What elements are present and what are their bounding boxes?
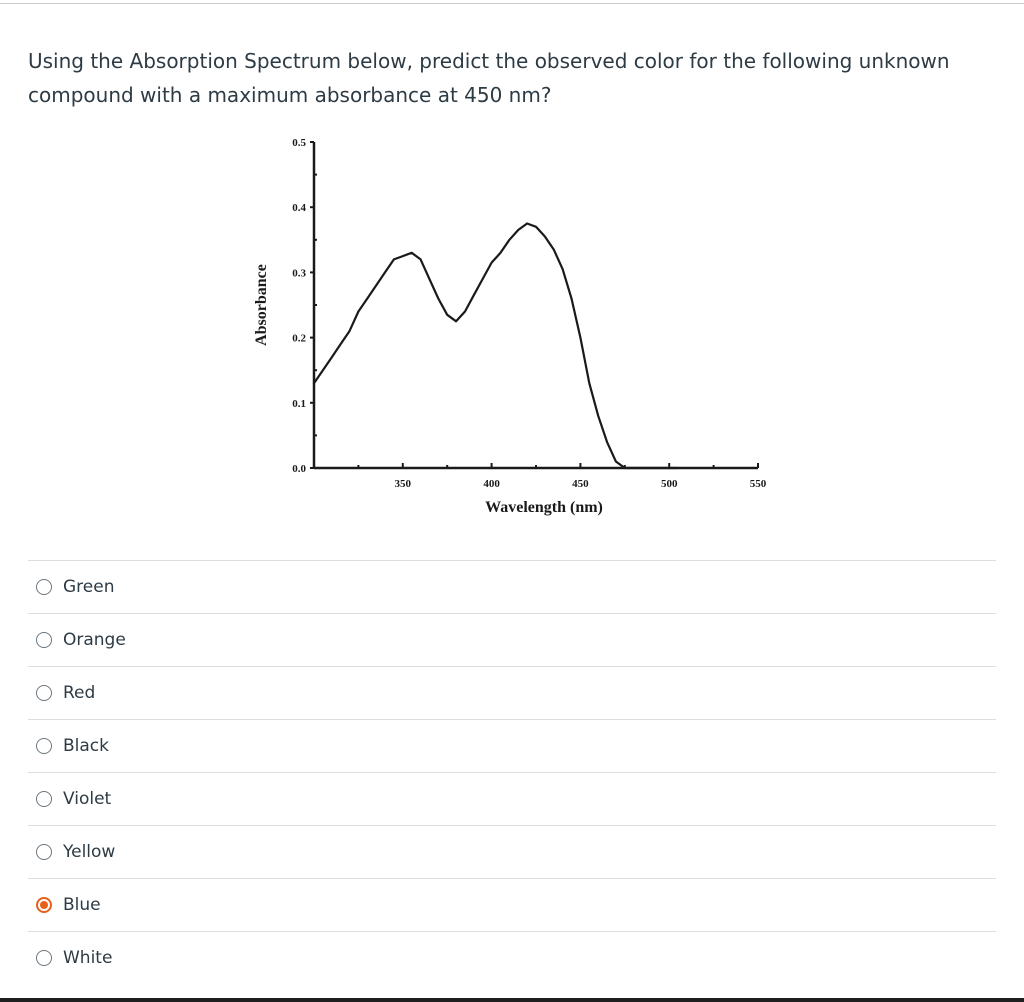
absorbance-series-line — [314, 224, 678, 469]
answer-label: Orange — [63, 630, 126, 650]
radio-unselected-icon[interactable] — [36, 844, 52, 860]
answer-label: Black — [63, 736, 109, 756]
x-tick-label: 500 — [660, 478, 678, 490]
x-tick-label: 400 — [483, 478, 500, 490]
y-axis-title: Absorbance — [253, 264, 270, 346]
y-tick-label: 0.1 — [292, 397, 306, 410]
radio-unselected-icon[interactable] — [36, 632, 52, 648]
top-divider — [0, 3, 1024, 4]
y-tick-label: 0.2 — [292, 332, 306, 345]
bottom-divider — [0, 998, 1024, 1002]
answer-option-red[interactable] — [28, 666, 996, 719]
radio-unselected-icon[interactable] — [36, 950, 52, 966]
answer-option-yellow[interactable] — [28, 825, 996, 878]
answer-option-black[interactable] — [28, 719, 996, 772]
chart-svg — [240, 126, 800, 526]
chart-marks — [314, 224, 678, 469]
answer-label: Green — [63, 577, 115, 597]
radio-unselected-icon[interactable] — [36, 685, 52, 701]
radio-unselected-icon[interactable] — [36, 738, 52, 754]
answer-label: Blue — [63, 895, 101, 915]
x-tick-label: 550 — [749, 478, 767, 490]
answer-label: Red — [63, 683, 96, 703]
answer-option-white[interactable] — [28, 931, 996, 984]
answer-label: Yellow — [63, 842, 116, 862]
y-tick-label: 0.4 — [292, 202, 306, 215]
radio-unselected-icon[interactable] — [36, 791, 52, 807]
y-tick-label: 0.0 — [292, 463, 306, 475]
answer-option-orange[interactable] — [28, 613, 996, 666]
answer-list — [28, 560, 996, 984]
x-axis-title: Wavelength (nm) — [485, 499, 603, 516]
answer-label: White — [63, 948, 113, 968]
answer-option-green[interactable] — [28, 560, 996, 613]
answer-option-violet[interactable] — [28, 772, 996, 825]
answer-label: Violet — [63, 789, 112, 809]
radio-selected-icon[interactable] — [36, 897, 52, 913]
y-tick-label: 0.5 — [292, 137, 306, 149]
x-tick-label: 350 — [394, 478, 412, 490]
absorption-spectrum-chart — [240, 126, 800, 526]
answer-option-blue[interactable] — [28, 878, 996, 931]
chart-axes — [253, 137, 767, 516]
x-tick-label: 450 — [572, 478, 589, 490]
y-tick-label: 0.3 — [292, 267, 306, 280]
question-text: Using the Absorption Spectrum below, predict the observed color for the following unknown compound with a maximum absorbance at 450 nm? — [28, 49, 950, 107]
radio-unselected-icon[interactable] — [36, 579, 52, 595]
